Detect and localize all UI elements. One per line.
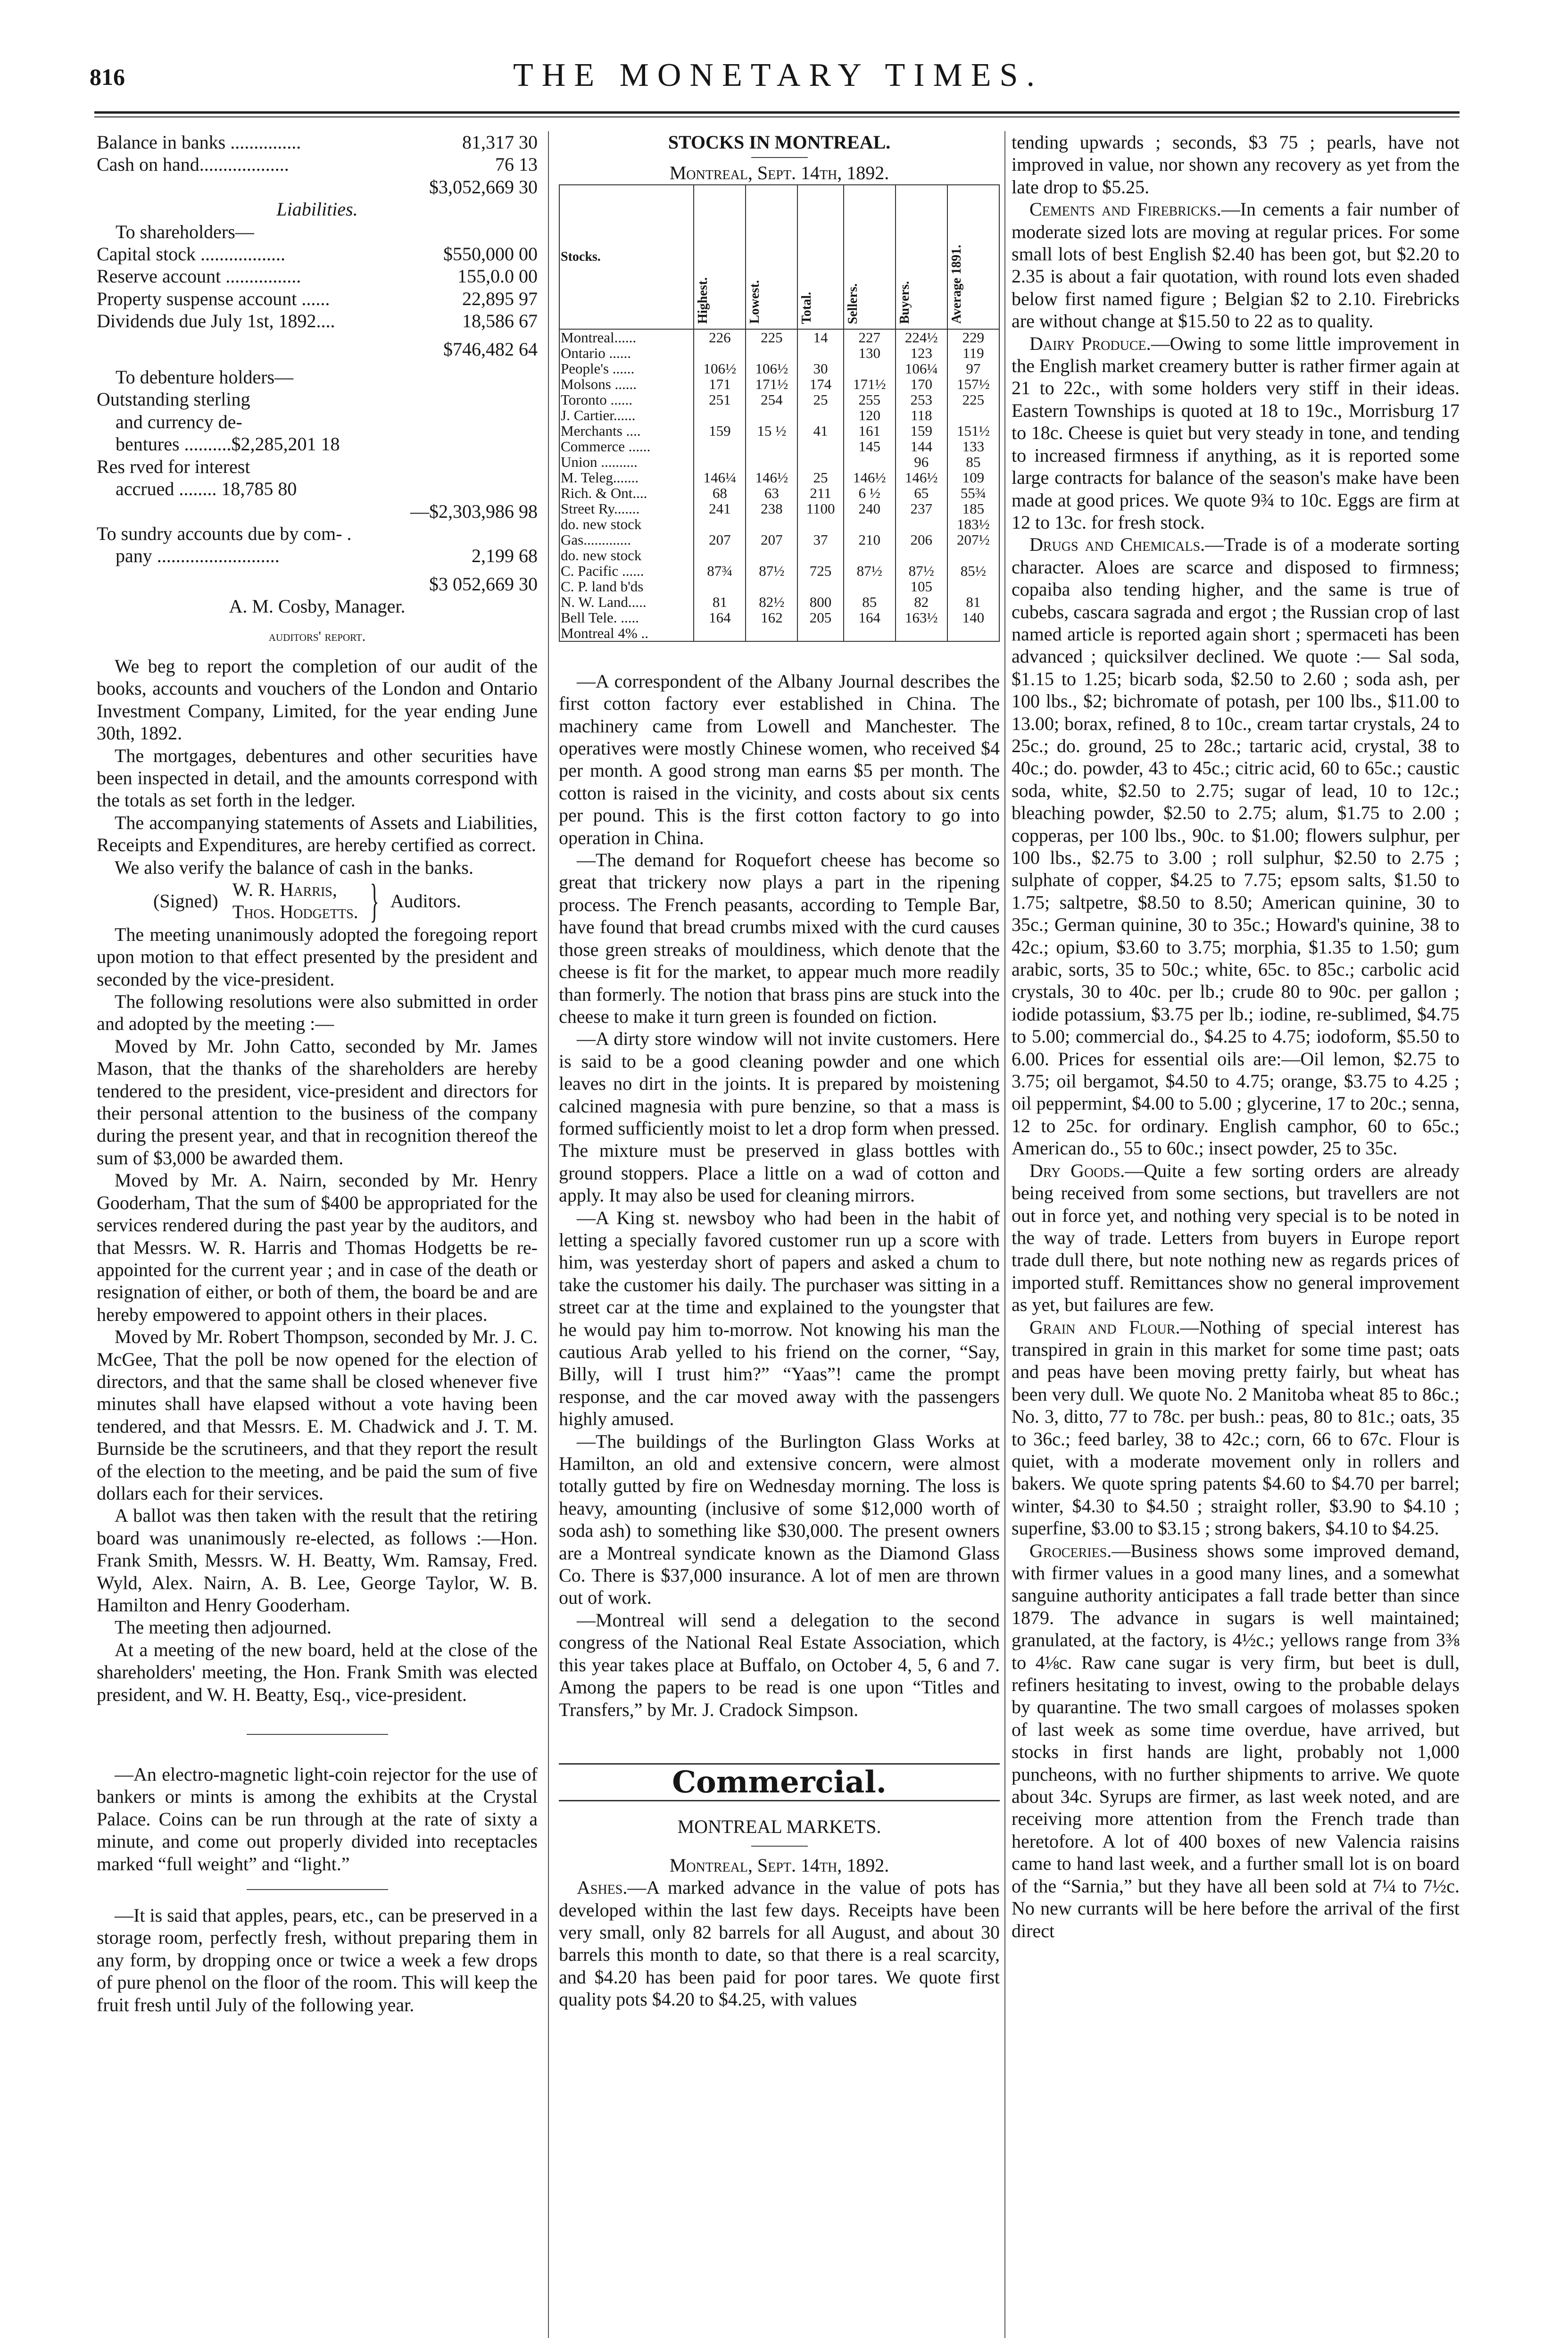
stock-value: 146½ (896, 470, 947, 485)
fin-subhead: To debenture holders— (116, 366, 294, 388)
separator (247, 1734, 388, 1735)
stock-value: 81 (694, 594, 746, 610)
stock-row (559, 470, 999, 485)
separator (247, 1889, 388, 1890)
paragraph: The mortgages, debentures and other securities have been inspected in detail, and the amounts correspond with the totals as set forth in the ledger. (97, 745, 538, 811)
stock-value: 225 (947, 392, 999, 407)
stock-value: 241 (694, 501, 746, 516)
stock-value (844, 547, 896, 563)
stock-value (694, 454, 746, 470)
stock-row (559, 625, 999, 641)
fin-total: $3,052,669 30 (429, 176, 538, 198)
paragraph: At a meeting of the new board, held at the close of the shareholders' meeting, the Hon. Frank Smith was elected president, and W. H. Beatty, Esq., vice-president. (97, 1639, 538, 1705)
stock-value: 145 (844, 439, 896, 454)
stock-value (947, 625, 999, 641)
stock-row (559, 516, 999, 532)
stock-value (746, 625, 797, 641)
fin-subhead: To shareholders— (116, 221, 254, 242)
stock-value: 87½ (896, 563, 947, 579)
stock-value (746, 454, 797, 470)
masthead: THE MONETARY TIMES. (513, 57, 1043, 93)
stock-value: 146¼ (694, 470, 746, 485)
stock-name: Merchants .... (559, 423, 694, 439)
stock-value: 14 (797, 329, 843, 345)
stock-name: Rich. & Ont.... (559, 485, 694, 501)
stock-value: 170 (896, 376, 947, 392)
stock-name: People's ...... (559, 361, 694, 376)
fin-line: Property suspense account ...... 22,895 97 (97, 288, 538, 309)
stock-value: 240 (844, 501, 896, 516)
stock-value (746, 407, 797, 423)
stock-value (896, 516, 947, 532)
paragraph: —The buildings of the Burlington Glass Works at Hamilton, an old and extensive concern, were almost totally gutted by fire on Wednesday morning. The loss is heavy, amounting (inclusive of some $12,000 worth of soda ash) to something like $30,000. The present owners are a Montreal syndicate known as the Diamond Glass Co. There is $37,000 insurance. A lot of men are thrown out of work. (559, 1430, 1000, 1608)
paragraph: The following resolutions were also submitted in order and adopted by the meeting :— (97, 991, 538, 1035)
stock-value: 85 (947, 454, 999, 470)
stock-row (559, 501, 999, 516)
stock-row (559, 423, 999, 439)
stock-value: 96 (896, 454, 947, 470)
stock-value: 211 (797, 485, 843, 501)
paragraph: Moved by Mr. Robert Thompson, seconded by Mr. J. C. McGee, That the poll be now opened for the election of directors, and that the same shall be closed whenever five minutes shall have elapsed without a vote having been tendered, and that Messrs. E. M. Chadwick and J. T. M. Burnside be the scrutineers, and that they report the result of the election to the meeting, and be paid the sum of five dollars each for their services. (97, 1326, 538, 1504)
stock-value: 25 (797, 392, 843, 407)
stock-value: 68 (694, 485, 746, 501)
stock-value: 207 (694, 532, 746, 547)
stock-value: 6 ½ (844, 485, 896, 501)
stock-name: M. Teleg....... (559, 470, 694, 485)
signed-label: (Signed) (153, 890, 218, 912)
stock-row (559, 376, 999, 392)
stock-value (797, 547, 843, 563)
stock-col-header: Sellers. (844, 185, 896, 329)
stock-value (844, 454, 896, 470)
stock-value: 253 (896, 392, 947, 407)
stock-value (844, 361, 896, 376)
stock-value: 105 (896, 579, 947, 594)
stock-value: 30 (797, 361, 843, 376)
stock-value: 163½ (896, 610, 947, 625)
stock-value (896, 625, 947, 641)
stock-value: 171½ (746, 376, 797, 392)
stock-value: 226 (694, 329, 746, 345)
stock-name: Gas............. (559, 532, 694, 547)
paragraph: —It is said that apples, pears, etc., can be preserved in a storage room, perfectly fresh, without preparing them in any form, by dropping once or twice a week a few drops of pure phenol on the floor of the room. This will keep the fruit fresh until July of the following year. (97, 1905, 538, 2015)
stock-name: Toronto ...... (559, 392, 694, 407)
stock-value (746, 345, 797, 361)
page-number: 816 (90, 64, 125, 90)
stock-value: 1100 (797, 501, 843, 516)
stock-value: 25 (797, 470, 843, 485)
liabilities-heading: Liabilities. (276, 199, 358, 220)
stock-value: 207 (746, 532, 797, 547)
stock-value: 119 (947, 345, 999, 361)
fin-text: bentures ..........$2,285,201 18 (116, 433, 340, 455)
stock-value: 65 (896, 485, 947, 501)
paragraph: —An electro-magnetic light-coin rejector for the use of bankers or mints is among the exhibits at the Crystal Palace. Coins can be run through at the rate of sixty a minute, and come out properly divided into receptacles marked “full weight” and “light.” (97, 1764, 538, 1874)
stock-value (746, 547, 797, 563)
stock-value: 225 (746, 329, 797, 345)
stock-value: 87¾ (694, 563, 746, 579)
stock-row (559, 345, 999, 361)
stock-value: 206 (896, 532, 947, 547)
stock-value: 82½ (746, 594, 797, 610)
stock-value: 130 (844, 345, 896, 361)
fin-text: Outstanding sterling (97, 389, 250, 410)
stock-value: 118 (896, 407, 947, 423)
stock-name: do. new stock (559, 516, 694, 532)
stock-value: 238 (746, 501, 797, 516)
auditor-names: W. R. Harris, Thos. Hodgetts. (232, 879, 358, 923)
stock-value: 15 ½ (746, 423, 797, 439)
commercial-rule (559, 1800, 1000, 1801)
fin-line: Capital stock .................. $550,000 00 (97, 243, 538, 265)
paragraph: —A King st. newsboy who had been in the habit of letting a specially favored customer run up a score with him, was yesterday short of papers and asked a chum to take the customer his daily. The purchaser was sitting in a street car at the time and explained to the youngster that he would pay him to-morrow. Not knowing his man the cautious Arab yelled to his friend on the corner, “Say, Billy, will I trust him?” “Yaas”! came the prompt response, and the car moved away with the passengers highly amused. (559, 1207, 1000, 1430)
paragraph: —A dirty store window will not invite customers. Here is said to be a good cleaning powder and one which leaves no dirt in the joints. It is prepared by moistening calcined magnesia with pure benzine, so that a mass is formed sufficiently moist to let a drop form when pressed. The mixture must be preserved in glass bottles with ground stoppers. Place a little on a wad of cotton and apply. It may also be used for cleaning mirrors. (559, 1028, 1000, 1206)
stock-value (694, 625, 746, 641)
paragraph: Drugs and Chemicals.—Trade is of a moderate sorting character. Aloes are scarce and disposed to firmness; copaiba also tending higher, and the same is true of cubebs, cascara sagrada and ergot ; the Russian crop of last named article is reported again short ; spermaceti has been advanced ; quicksilver declined. We quote :— Sal soda, $1.15 to 1.25; bicarb soda, $2.50 to 2.60 ; soda ash, per 100 lbs., $2; bichromate of potash, per 100 lbs., $11.00 to 13.00; borax, refined, 8 to 10c., cream tartar crystals, 24 to 25c.; do. ground, 25 to 28c.; tartaric acid, crystal, 38 to 40c.; do. powder, 43 to 45c.; citric acid, 60 to 65c.; caustic soda, white, $2.50 to 2.75; sugar of lead, 10 to 12c.; bleaching powder, $2.50 to 2.75; alum, $1.75 to 2.00 ; copperas, per 100 lbs., 90c. to $1.00; flowers sulphur, per 100 lbs., $2.75 to 3.00 ; roll sulphur, $2.50 to 2.75 ; sulphate of copper, $4.25 to 7.75; epsom salts, $1.50 to 1.75; saltpetre, $8.50 to 8.50; American quinine, 30 to 35c.; German quinine, 30 to 35c.; Howard's quinine, 38 to 42c.; opium, $3.60 to 3.75; morphia, $1.35 to 1.50; gum arabic, sorts, 35 to 50c.; white, 65c. to 85c.; carbolic acid crystals, 30 to 40c. per lb.; crude 80 to 90c. per gallon ; iodide potassium, $3.75 per lb.; iodine, re-sublimed, $4.75 to 5.00; commercial do., $4.25 to 4.75; iodoform, $5.50 to 6.00. Prices for essential oils are:—Oil lemon, $2.75 to 3.75; oil bergamot, $4.50 to 4.75; orange, $3.75 to 4.25 ; oil peppermint, $4.00 to 5.00 ; glycerine, 17 to 20c.; senna, 12 to 25c. for ordinary. English camphor, 60 to 65c.; American do., 55 to 60c.; insect powder, 25 to 35c. (1012, 534, 1460, 1159)
stock-row (559, 579, 999, 594)
fin-line: Dividends due July 1st, 1892.... 18,586 67 (97, 310, 538, 332)
stock-value: 164 (694, 610, 746, 625)
fin-line: Balance in banks ............... 81,317 30 (97, 132, 538, 153)
paragraph: Dairy Produce.—Owing to some little improvement in the English market creamery butter is rather firmer again at 21 to 22c., with some holders very stiff in their ideas. Eastern Townships is quoted at 18 to 19c., Morrisburg 17 to 18c. Cheese is quiet but very steady in tone, and tending to increased firmness if anything, as it is reported some large contracts for balance of the season's make have been made at good prices. We quote 9¾ to 10c. Eggs are firm at 12 to 13c. for fresh stock. (1012, 332, 1460, 533)
paragraph: Grain and Flour.—Nothing of special interest has transpired in grain in this market for some time past; oats and peas have been moving pretty fairly, but wheat has been very dull. We quote No. 2 Manitoba wheat 85 to 86c.; No. 3, ditto, 77 to 78c. per bush.: peas, 80 to 81c.; oats, 35 to 36c.; feed barley, 38 to 42c.; corn, 66 to 67c. Flour is quiet, with a moderate movement only in rollers and bakers. We quote spring patents $4.60 to $4.70 per barrel; winter, $4.30 to $4.50 ; straight roller, $3.90 to $4.10 ; superfine, $3.00 to $3.15 ; strong bakers, $4.10 to $4.25. (1012, 1316, 1460, 1539)
stock-col-header: Lowest. (746, 185, 797, 329)
stock-value: 210 (844, 532, 896, 547)
stock-value: 151½ (947, 423, 999, 439)
column-3 (1012, 131, 1460, 1942)
stock-value: 224½ (896, 329, 947, 345)
separator (751, 1846, 808, 1847)
stock-value (797, 625, 843, 641)
stock-name: C. P. land b'ds (559, 579, 694, 594)
stock-value: 41 (797, 423, 843, 439)
stock-value: 237 (896, 501, 947, 516)
stock-value: 85 (844, 594, 896, 610)
stock-row (559, 532, 999, 547)
stock-row (559, 454, 999, 470)
markets-date: Montreal, Sept. 14th, 1892. (669, 1854, 889, 1876)
stock-value: 106½ (694, 361, 746, 376)
stock-col-header: Highest. (694, 185, 746, 329)
stock-value (694, 345, 746, 361)
stock-value: 162 (746, 610, 797, 625)
stock-value (947, 407, 999, 423)
stock-value (694, 407, 746, 423)
stock-name: Ontario ...... (559, 345, 694, 361)
stock-value: 81 (947, 594, 999, 610)
fin-line: pany .......................... 2,199 68 (116, 545, 538, 567)
paragraph: Moved by Mr. A. Nairn, seconded by Mr. Henry Gooderham, That the sum of $400 be appropriated for the services rendered during the past year by the auditors, and that Messrs. W. R. Harris and Thomas Hodgetts be re-appointed for the current year ; and in case of the death or resignation of either, or both of them, the board be and are hereby empowered to appoint others in their places. (97, 1169, 538, 1325)
stock-value: 109 (947, 470, 999, 485)
column-divider (548, 131, 549, 2338)
stock-value (797, 345, 843, 361)
stock-value: 800 (797, 594, 843, 610)
stock-value (797, 454, 843, 470)
paragraph: We beg to report the completion of our audit of the books, accounts and vouchers of the London and Ontario Investment Company, Limited, for the year ending June 30th, 1892. (97, 655, 538, 744)
stock-value: 140 (947, 610, 999, 625)
markets-title: MONTREAL MARKETS. (677, 1816, 881, 1838)
paragraph: The accompanying statements of Assets and Liabilities, Receipts and Expenditures, are hereby certified as correct. (97, 812, 538, 856)
stock-value: 229 (947, 329, 999, 345)
stock-value: 133 (947, 439, 999, 454)
stock-value: 97 (947, 361, 999, 376)
stock-row (559, 407, 999, 423)
paragraph: tending upwards ; seconds, $3 75 ; pearls, have not improved in value, nor shown any recovery as yet from the late drop to $5.25. (1012, 132, 1460, 198)
stock-row (559, 563, 999, 579)
fin-text: accrued ........ 18,785 80 (116, 478, 297, 500)
stock-col-header: Average 1891. (947, 185, 999, 329)
stock-value: 144 (896, 439, 947, 454)
stock-value (694, 579, 746, 594)
auditors-heading: auditors' report. (268, 628, 366, 644)
stock-value (844, 516, 896, 532)
stock-value: 106½ (746, 361, 797, 376)
stock-name: N. W. Land..... (559, 594, 694, 610)
stock-value: 254 (746, 392, 797, 407)
column-2 (559, 131, 1000, 2011)
page-header (90, 57, 1467, 108)
stock-row (559, 439, 999, 454)
stock-row (559, 392, 999, 407)
stock-value (797, 439, 843, 454)
stock-row (559, 547, 999, 563)
paragraph: Groceries.—Business shows some improved demand, with firmer values in a good many lines, and a somewhat sanguine authority anticipates a fall trade better than since 1879. The advance in sugars is well maintained; granulated, at the factory, is 4½c.; yellows range from 3⅜ to 4⅛c. Raw cane sugar is very firm, but beet is dull, refiners hesitating to invest, owing to the probable delays by quarantine. The two small cargoes of molasses spoken of last week as some time overdue, have arrived, but stocks in first hands are light, probably not 1,000 puncheons, with no further shipments to arrive. We quote about 34c. Syrups are firmer, as last week noted, and are receiving more attention from the French trade than heretofore. A lot of 400 boxes of new Valencia raisins came to hand last week, and a further small lot is on board of the “Sarnia,” but they have all been sold at 7¼ to 7½c. No new currants will be here before the arrival of the first direct (1012, 1540, 1460, 1941)
stock-value: 207½ (947, 532, 999, 547)
stock-value: 63 (746, 485, 797, 501)
stock-value: 159 (896, 423, 947, 439)
stock-value: 87½ (746, 563, 797, 579)
stock-value: 174 (797, 376, 843, 392)
stock-value: 183½ (947, 516, 999, 532)
stock-value: 227 (844, 329, 896, 345)
fin-line: Reserve account ................ 155,0.0 00 (97, 265, 538, 287)
stock-value: 85½ (947, 563, 999, 579)
stock-value (797, 407, 843, 423)
stock-row (559, 329, 999, 345)
paragraph: —The demand for Roquefort cheese has become so great that trickery now plays a part in the ripening process. The French peasants, according to Temple Bar, have found that bread crumbs mixed with the curd causes those green streaks of mouldiness, which denote that the cheese is fit for the market, to appear much more readily than formerly. The notion that brass pins are stuck into the cheese to make it turn green is founded on fiction. (559, 849, 1000, 1027)
stock-value: 171 (694, 376, 746, 392)
fin-line: Cash on hand................... 76 13 (97, 154, 538, 175)
manager-signature: A. M. Cosby, Manager. (229, 596, 406, 617)
stock-value: 106¼ (896, 361, 947, 376)
stock-value (746, 516, 797, 532)
stock-value (844, 579, 896, 594)
column-divider (1004, 131, 1005, 2338)
fin-text: Res rved for interest (97, 456, 250, 477)
separator (751, 157, 808, 158)
fin-total: —$2,303,986 98 (410, 500, 538, 522)
stocks-table (559, 184, 1000, 642)
stock-value: 159 (694, 423, 746, 439)
stock-value: 725 (797, 563, 843, 579)
paragraph: A ballot was then taken with the result that the retiring board was unanimously re-elected, as follows :—Hon. Frank Smith, Messrs. W. H. Beatty, Wm. Ramsay, Fred. Wyld, Alex. Nairn, A. B. Lee, George Taylor, W. B. Hamilton and Henry Gooderham. (97, 1505, 538, 1616)
fin-text: and currency de- (116, 411, 242, 432)
fin-text: To sundry accounts due by com- . (97, 522, 352, 544)
stock-value: 255 (844, 392, 896, 407)
stock-value (797, 516, 843, 532)
stock-value (746, 439, 797, 454)
stock-value (694, 547, 746, 563)
stock-name: J. Cartier...... (559, 407, 694, 423)
stock-name: Montreal...... (559, 329, 694, 345)
stock-value: 251 (694, 392, 746, 407)
stock-value: 55¾ (947, 485, 999, 501)
stock-value (797, 579, 843, 594)
stocks-title: STOCKS IN MONTREAL. (668, 132, 891, 153)
stock-value: 164 (844, 610, 896, 625)
stock-value: 171½ (844, 376, 896, 392)
stock-name: Molsons ...... (559, 376, 694, 392)
stock-row (559, 594, 999, 610)
paragraph: Moved by Mr. John Catto, seconded by Mr. James Mason, that the thanks of the shareholders are hereby tendered to the president, vice-president and directors for their personal attention to the business of the company during the present year, and that in recognition thereof the sum of $3,000 be awarded them. (97, 1035, 538, 1169)
stock-value (896, 547, 947, 563)
stock-value (947, 579, 999, 594)
stock-name: Commerce ...... (559, 439, 694, 454)
stock-value: 146½ (844, 470, 896, 485)
paragraph: —Montreal will send a delegation to the second congress of the National Real Estate Association, which this year takes place at Buffalo, on October 4, 5, 6 and 7. Among the papers to be read is one upon “Titles and Transfers,” by Mr. J. Cradock Simpson. (559, 1609, 1000, 1720)
fin-total: $746,482 64 (443, 338, 538, 360)
stock-row (559, 485, 999, 501)
stock-value: 87½ (844, 563, 896, 579)
stocks-date: Montreal, Sept. 14th, 1892. (669, 162, 889, 184)
paragraph: Ashes.—A marked advance in the value of pots has developed within the last few days. Receipts have been very small, only 82 barrels for all August, and about 30 barrels this month to date, so that there is a real scarcity, and $4.20 has been paid for poor tares. We quote first quality pots $4.20 to $4.25, with values (559, 1877, 1000, 2010)
stock-value: 157½ (947, 376, 999, 392)
stock-value (746, 579, 797, 594)
stock-row (559, 610, 999, 625)
fin-total: $3 052,669 30 (429, 573, 538, 595)
paragraph: Cements and Firebricks.—In cements a fair number of moderate sized lots are moving at regular prices. For some small lots of best English $2.40 has been got, but $2.20 to 2.35 is about a fair quotation, with round lots even shaded below first named figure ; Belgian $2 to 2.10. Firebricks are without change at $15.50 to 22 as to quality. (1012, 199, 1460, 332)
stock-value: 37 (797, 532, 843, 547)
paragraph: Dry Goods.—Quite a few sorting orders are already being received from some sections, but travellers are not out in force yet, and nothing very special is to be noted in the way of trade. Letters from buyers in Europe report trade dull there, but note nothing new as regards prices of imported stuff. Remittances show no general improvement as yet, but failures are few. (1012, 1160, 1460, 1316)
brace: } (370, 874, 379, 927)
stock-name: Union .......... (559, 454, 694, 470)
stock-value: 146½ (746, 470, 797, 485)
stock-value (844, 625, 896, 641)
stock-value: 161 (844, 423, 896, 439)
paragraph: The meeting unanimously adopted the foregoing report upon motion to that effect presented by the president and seconded by the vice-president. (97, 923, 538, 990)
paragraph: We also verify the balance of cash in the banks. (115, 856, 473, 878)
stock-name: Street Ry....... (559, 501, 694, 516)
stock-value (694, 516, 746, 532)
stock-value: 123 (896, 345, 947, 361)
auditors-label: Auditors. (390, 890, 461, 912)
paragraph: —A correspondent of the Albany Journal describes the first cotton factory ever established in China. The machinery came from Lowell and Manchester. The operatives were mostly Chinese women, who received $4 per month. A good strong man earns $5 per month. The cotton is raised in the vicinity, and costs about six cents per pound. This is the first cotton factory to go into operation in China. (559, 670, 1000, 848)
paragraph: The meeting then adjourned. (115, 1617, 332, 1638)
stock-value: 82 (896, 594, 947, 610)
stock-col-header: Buyers. (896, 185, 947, 329)
stock-col-header: Stocks. (559, 185, 694, 329)
stock-value: 120 (844, 407, 896, 423)
auditor-signatures (153, 874, 538, 927)
stock-value (694, 439, 746, 454)
stock-row (559, 361, 999, 376)
stock-name: Bell Tele. ..... (559, 610, 694, 625)
stock-value: 185 (947, 501, 999, 516)
stock-name: C. Pacific ...... (559, 563, 694, 579)
stock-name: do. new stock (559, 547, 694, 563)
stock-name: Montreal 4% .. (559, 625, 694, 641)
header-rule (94, 111, 1460, 117)
stock-value: 205 (797, 610, 843, 625)
column-1 (97, 131, 538, 2016)
stock-value (947, 547, 999, 563)
stock-col-header: Total. (797, 185, 843, 329)
commercial-heading: Commercial. (672, 1764, 887, 1800)
